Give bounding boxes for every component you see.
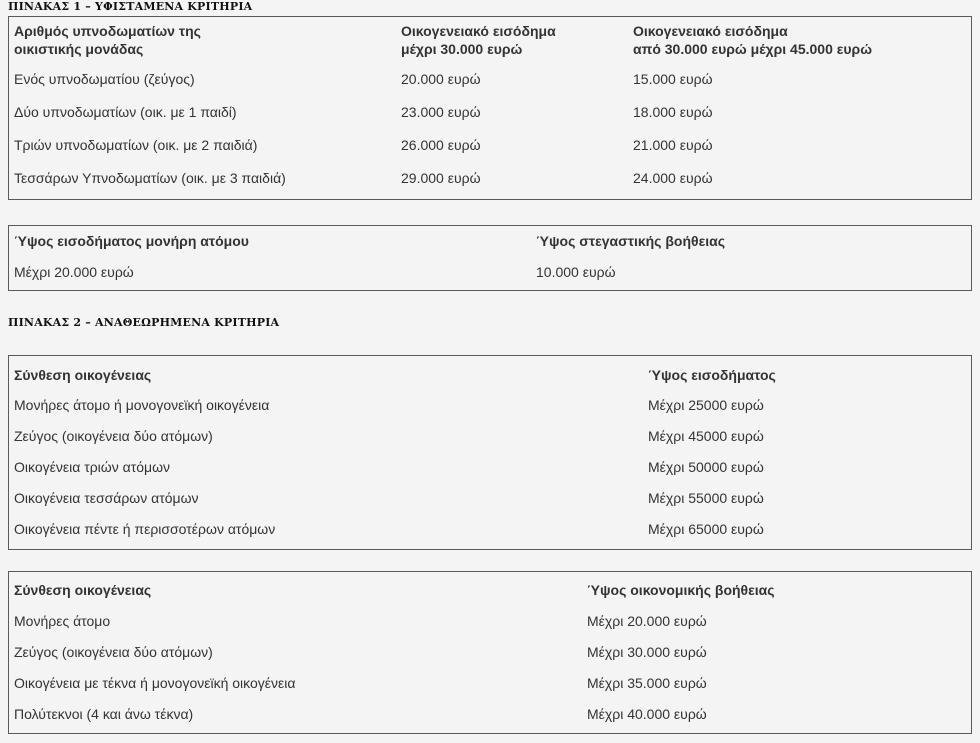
table3-header-aid: Ύψος οικονομικής βοήθειας — [587, 582, 775, 598]
table-cell: Πολύτεκνοι (4 και άνω τέκνα) — [14, 706, 194, 722]
table-row — [9, 514, 971, 545]
table-cell: Οικογένεια με τέκνα ή μονογονεϊκή οικογένεια — [14, 675, 296, 691]
table2-heading: ΠΙΝΑΚΑΣ 2 – ΑΝΑΘΕΩΡΗΜΕΝΑ ΚΡΙΤΗΡΙΑ — [8, 316, 280, 329]
table-row — [9, 668, 971, 699]
table-single-header-aid: Ύψος στεγαστικής βοήθειας — [536, 233, 725, 249]
table-row — [9, 637, 971, 668]
table-row — [9, 129, 971, 162]
table-row — [9, 390, 971, 421]
table2-header-family: Σύνθεση οικογένειας — [14, 367, 152, 383]
table-single-person — [8, 225, 972, 291]
table-cell: Μέχρι 20.000 ευρώ — [587, 613, 707, 629]
table-row — [9, 606, 971, 637]
table1-header-bedrooms — [14, 22, 201, 58]
table-cell: 26.000 ευρώ — [401, 137, 481, 153]
table1-existing-criteria — [8, 16, 972, 200]
table-row — [9, 96, 971, 129]
table-cell: Ζεύγος (οικογένεια δύο ατόμων) — [14, 428, 213, 444]
header-line: Οικογενειακό εισόδημα — [401, 23, 556, 39]
table-row — [9, 483, 971, 514]
header-line: από 30.000 ευρώ μέχρι 45.000 ευρώ — [633, 41, 873, 57]
table-cell: 20.000 ευρώ — [401, 71, 481, 87]
table-row — [9, 257, 971, 288]
table2-header-income: Ύψος εισοδήματος — [648, 367, 776, 383]
table-cell: Μέχρι 50000 ευρώ — [648, 459, 764, 475]
table-cell: 15.000 ευρώ — [633, 71, 713, 87]
table-cell: 10.000 ευρώ — [536, 264, 616, 280]
table-cell: Μέχρι 65000 ευρώ — [648, 521, 764, 537]
table3-header-family: Σύνθεση οικογένειας — [14, 582, 152, 598]
table2-revised-criteria — [8, 355, 972, 550]
table3-financial-aid — [8, 571, 972, 734]
table2-header-row — [9, 356, 971, 390]
table-cell: 24.000 ευρώ — [633, 170, 713, 186]
table-cell: Οικογένεια τριών ατόμων — [14, 459, 171, 475]
table-cell: Ζεύγος (οικογένεια δύο ατόμων) — [14, 644, 213, 660]
table-cell: Μονήρες άτομο — [14, 613, 111, 629]
table-cell: 18.000 ευρώ — [633, 104, 713, 120]
table-cell: Μέχρι 55000 ευρώ — [648, 490, 764, 506]
table-cell: Τριών υπνοδωματίων (οικ. με 2 παιδιά) — [14, 137, 258, 153]
table-cell: Μέχρι 45000 ευρώ — [648, 428, 764, 444]
table-cell: 21.000 ευρώ — [633, 137, 713, 153]
table-row — [9, 63, 971, 96]
table-row — [9, 452, 971, 483]
table-single-header-row — [9, 226, 971, 257]
table1-header-row — [9, 17, 971, 63]
table-cell: Ενός υπνοδωματίου (ζεύγος) — [14, 71, 195, 87]
table-cell: Μέχρι 25000 ευρώ — [648, 397, 764, 413]
table-cell: Μέχρι 30.000 ευρώ — [587, 644, 707, 660]
table-cell: Οικογένεια πέντε ή περισσοτέρων ατόμων — [14, 521, 276, 537]
table-row — [9, 162, 971, 195]
table-cell: Μέχρι 40.000 ευρώ — [587, 706, 707, 722]
header-line: μέχρι 30.000 ευρώ — [401, 41, 523, 57]
table-cell: Μέχρι 20.000 ευρώ — [14, 264, 134, 280]
table-cell: 23.000 ευρώ — [401, 104, 481, 120]
table-cell: Μονήρες άτομο ή μονογονεϊκή οικογένεια — [14, 397, 270, 413]
table1-header-income-30k — [401, 22, 556, 58]
header-line: Οικογενειακό εισόδημα — [633, 23, 788, 39]
table-cell: Οικογένεια τεσσάρων ατόμων — [14, 490, 199, 506]
table3-header-row — [9, 572, 971, 606]
table1-heading: ΠΙΝΑΚΑΣ 1 – ΥΦΙΣΤΑΜΕΝΑ ΚΡΙΤΗΡΙΑ — [8, 0, 253, 13]
table-cell: Τεσσάρων Υπνοδωματίων (οικ. με 3 παιδιά) — [14, 170, 286, 186]
table-cell: Μέχρι 35.000 ευρώ — [587, 675, 707, 691]
table-cell: Δύο υπνοδωματίων (οικ. με 1 παιδί) — [14, 104, 237, 120]
table-single-header-income: Ύψος εισοδήματος μονήρη ατόμου — [14, 233, 249, 249]
header-line: Αριθμός υπνοδωματίων της — [14, 23, 201, 39]
table1-header-income-45k — [633, 22, 872, 58]
table-row — [9, 699, 971, 730]
table-row — [9, 421, 971, 452]
table-cell: 29.000 ευρώ — [401, 170, 481, 186]
header-line: οικιστικής μονάδας — [14, 41, 144, 57]
